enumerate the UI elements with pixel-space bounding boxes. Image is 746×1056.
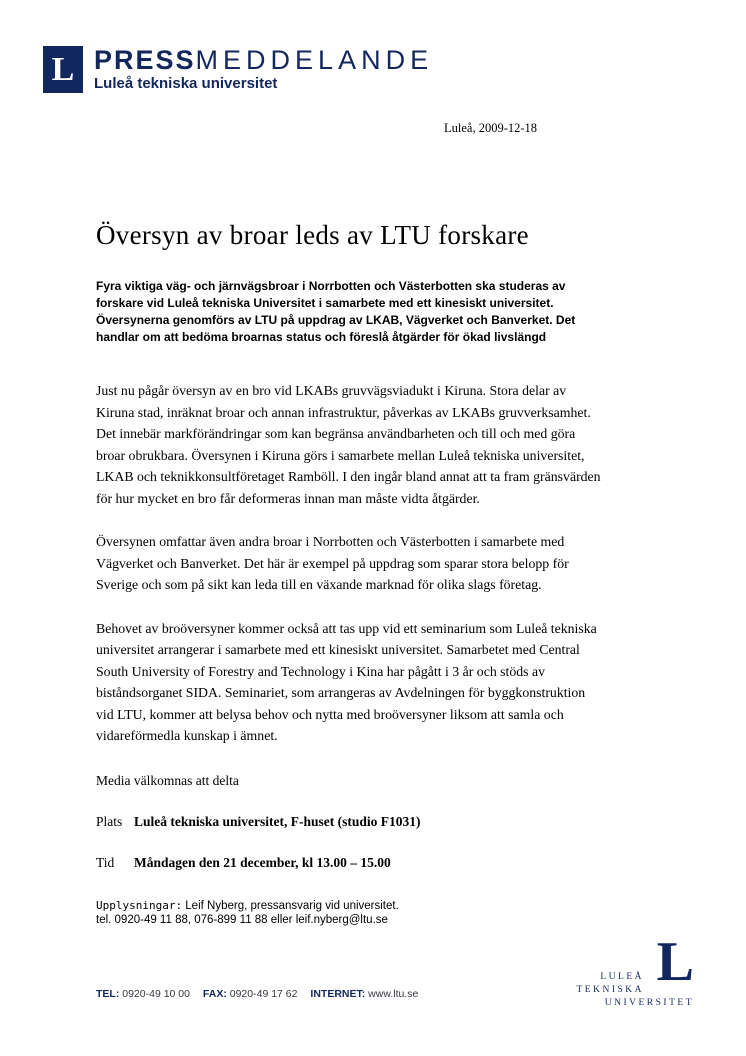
ltu-logo-icon bbox=[43, 46, 83, 93]
article bbox=[96, 218, 601, 928]
footer-fax-value: 0920-49 17 62 bbox=[229, 988, 298, 1000]
body-paragraph: Behovet av broöversyner kommer också att tas upp vid ett seminarium som Luleå tekniska universitet arrangerar i samarbete med ett kinesiskt universitet. Samarbetet med Central South University of Forestry and Technology i Kina har pågått i 3 år och stöds av biståndsorganet SIDA. Seminariet, som arrangeras av Avdelningen för byggkonstruktion vid LTU, kommer att belysa behov och nytta med broöversyner liksom att samla och vidareförmedla kunskap i ämnet. bbox=[96, 620, 597, 743]
press-title-light: MEDDELANDE bbox=[195, 45, 434, 75]
footer-logo-line-tekniska: TEKNISKA bbox=[576, 985, 644, 995]
footer-internet-value[interactable]: www.ltu.se bbox=[368, 988, 419, 1000]
press-title bbox=[94, 46, 433, 74]
detail-label: Tid bbox=[96, 854, 115, 870]
contact-info bbox=[96, 899, 601, 928]
detail-value: Luleå tekniska universitet, F-huset (studio F1031) bbox=[134, 813, 421, 829]
contact-line-1 bbox=[96, 899, 601, 914]
footer-tel-label: TEL: bbox=[96, 988, 120, 1000]
detail-row-plats bbox=[96, 813, 601, 830]
header-text bbox=[94, 46, 433, 92]
dateline: Luleå, 2009-12-18 bbox=[444, 121, 538, 135]
footer-internet-label: INTERNET: bbox=[310, 988, 366, 1000]
body-paragraph: Översynen omfattar även andra broar i Norrbotten och Västerbotten i samarbete med Vägverket och Banverket. Det här är exempel på uppdrag som sparar stora belopp för Sverige och som på sikt kan leda till en växande marknad för olika slags företag. bbox=[96, 534, 569, 592]
press-title-bold: PRESS bbox=[94, 45, 196, 75]
university-name: Luleå tekniska universitet bbox=[94, 75, 278, 93]
footer-internet bbox=[310, 988, 418, 1000]
footer-logo-letter-icon: L bbox=[656, 931, 694, 993]
detail-label: Plats bbox=[96, 813, 123, 829]
article-title: Översyn av broar leds av LTU forskare bbox=[96, 220, 529, 250]
body-paragraph: Just nu pågår översyn av en bro vid LKABs gruvvägsviadukt i Kiruna. Stora delar av Kiruna stad, inräknat broar och annan infrastruktur, påverkas av LKABs gruvverksamhet. Det innebär markförändringar som kan begränsa användbarheten och till och med göra broar obrukbara. Översynen i Kiruna görs i samarbete mellan Luleå tekniska universitet, LKAB och teknikkonsultföretaget Ramböll. I den ingår bland annat att ta fram gränsvärden för hur mycket en bro får deformeras innan man måste vidta åtgärder. bbox=[96, 383, 601, 506]
header bbox=[43, 46, 433, 93]
ltu-logo-letter: L bbox=[51, 50, 75, 88]
footer-logo-line-lulea: LULEÅ bbox=[600, 972, 644, 982]
footer-tel-value: 0920-49 10 00 bbox=[122, 988, 190, 1000]
detail-row-tid bbox=[96, 854, 601, 871]
lead-paragraph: Fyra viktiga väg- och järnvägsbroar i Norrbotten och Västerbotten ska studeras av forskare vid Luleå tekniska Universitet i samarbete med ett kinesiskt universitet. Översynerna genomförs av LTU på uppdrag av LKAB, Vägverket och Banverket. Det handlar om att bedöma broarnas status och föreslå åtgärder för ökad livslängd bbox=[96, 279, 576, 344]
footer-bar bbox=[96, 988, 428, 1000]
footer-fax-label: FAX: bbox=[202, 988, 227, 1000]
footer-fax bbox=[203, 988, 298, 1000]
footer-tel bbox=[96, 988, 190, 1000]
event-details bbox=[96, 813, 601, 871]
contact-label: Upplysningar: bbox=[96, 898, 183, 912]
contact-line-2: tel. 0920-49 11 88, 076-899 11 88 eller leif.nyberg@ltu.se bbox=[96, 914, 388, 926]
footer-logo-line-universitet: UNIVERSITET bbox=[604, 998, 694, 1008]
media-invite: Media välkomnas att delta bbox=[96, 772, 239, 788]
footer-ltu-logo bbox=[544, 931, 694, 1016]
detail-value: Måndagen den 21 december, kl 13.00 – 15.00 bbox=[134, 854, 391, 870]
contact-name: Leif Nyberg, pressansvarig vid universitet. bbox=[182, 899, 399, 912]
